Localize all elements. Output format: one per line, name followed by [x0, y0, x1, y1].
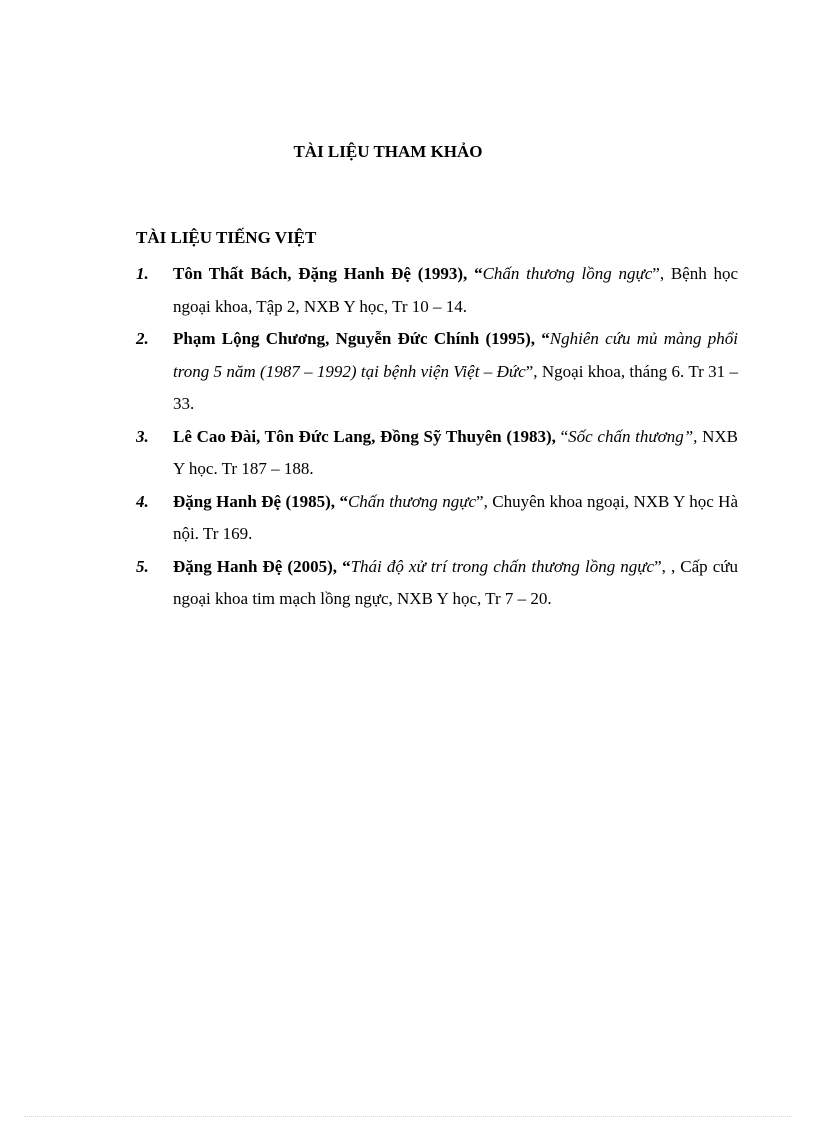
- page-bottom-divider: [24, 1116, 792, 1117]
- section-heading: TÀI LIỆU TIẾNG VIỆT: [136, 228, 317, 247]
- reference-title: Chấn thương lồng ngực: [482, 264, 653, 283]
- reference-title: Thái độ xử trí trong chấn thương lồng ngực: [350, 556, 655, 576]
- reference-number: 5.: [136, 556, 149, 576]
- reference-quote-close: ”: [654, 556, 662, 576]
- reference-source: , Bệnh học ngoại khoa, Tập 2, NXB Y học, Tr 10 – 14.: [173, 264, 739, 316]
- reference-year: (1993),: [410, 264, 468, 283]
- reference-title: Sốc chấn thương”,: [568, 426, 698, 446]
- reference-item: [136, 258, 738, 323]
- reference-authors: Đặng Hanh Đệ: [173, 491, 282, 511]
- reference-item: [136, 421, 738, 486]
- reference-title: Nghiên cứu mủ màng phổi trong 5 năm (1987 – 1992) tại bệnh viện Việt – Đức: [173, 329, 738, 381]
- reference-source: , Chuyên khoa ngoại, NXB Y học Hà nội. Tr 169.: [173, 491, 738, 543]
- reference-quote-open: “: [535, 329, 550, 348]
- reference-item: [136, 486, 738, 551]
- reference-source: , , Cấp cứu ngoại khoa tim mạch lồng ngực, NXB Y học, Tr 7 – 20.: [173, 556, 739, 608]
- reference-quote-close: ”: [476, 491, 484, 511]
- reference-quote-open: “: [335, 491, 348, 511]
- reference-year: (1995),: [479, 329, 536, 348]
- reference-quote-close: ”: [525, 361, 534, 381]
- reference-list: [136, 258, 738, 616]
- reference-year: (1983),: [501, 426, 556, 446]
- reference-number: 3.: [136, 426, 149, 446]
- document-title: TÀI LIỆU THAM KHẢO: [293, 142, 483, 161]
- reference-year: (1985),: [281, 491, 336, 511]
- reference-source: NXB Y học. Tr 187 – 188.: [173, 426, 738, 478]
- reference-number: 4.: [136, 491, 149, 511]
- reference-quote-open: “: [555, 426, 569, 446]
- reference-number: 1.: [136, 264, 149, 283]
- reference-quote-open: “: [467, 264, 483, 283]
- reference-authors: Lê Cao Đài, Tôn Đức Lang, Đồng Sỹ Thuyên: [173, 426, 502, 446]
- reference-item: [136, 323, 738, 421]
- reference-quote-close: ”: [652, 264, 660, 283]
- reference-year: (2005),: [282, 556, 337, 576]
- reference-authors: Tôn Thất Bách, Đặng Hanh Đệ: [173, 264, 411, 283]
- reference-authors: Phạm Lộng Chương, Nguyễn Đức Chính: [173, 329, 480, 348]
- reference-authors: Đặng Hanh Đệ: [173, 556, 283, 576]
- reference-number: 2.: [136, 329, 149, 348]
- reference-title: Chấn thương ngực: [347, 491, 477, 511]
- reference-source: , Ngoại khoa, tháng 6. Tr 31 – 33.: [173, 361, 738, 413]
- reference-quote-open: “: [337, 556, 351, 576]
- reference-item: [136, 551, 738, 616]
